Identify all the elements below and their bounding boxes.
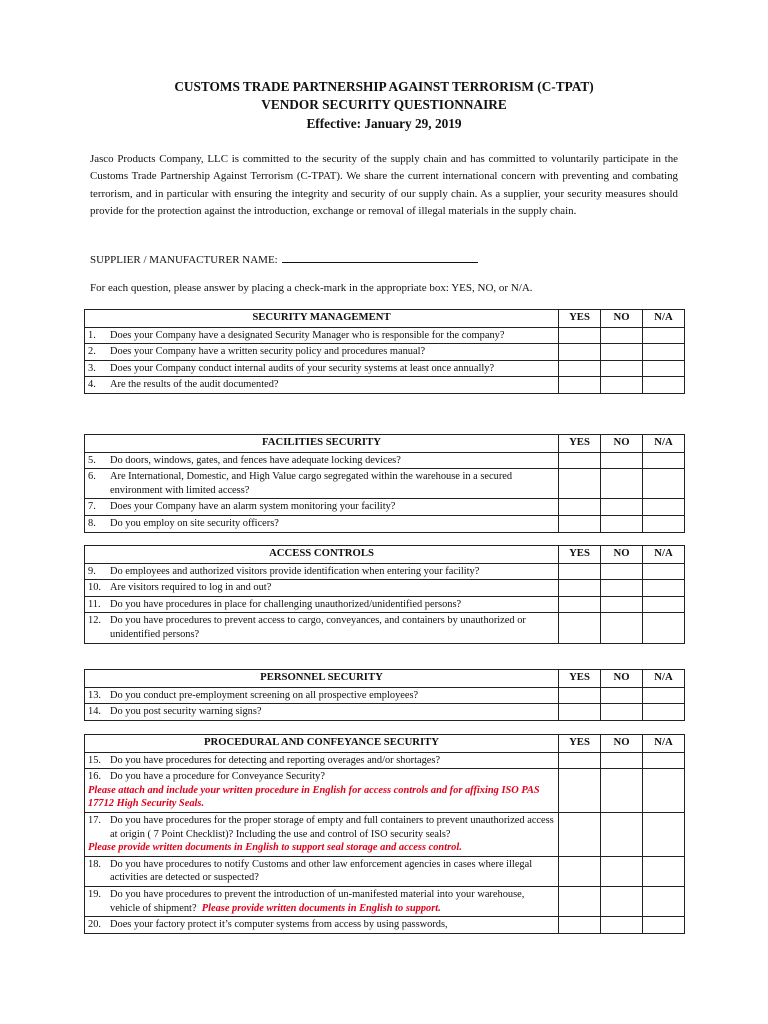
question-number: 5. <box>88 454 96 466</box>
table-row <box>85 752 685 769</box>
section-title: ACCESS CONTROLS <box>85 546 559 564</box>
question-cell <box>85 563 559 580</box>
table-row <box>85 580 685 597</box>
table-row <box>85 327 685 344</box>
question-text: Do you have procedures for detecting and reporting overages and/or shortages? <box>110 754 441 766</box>
table-row <box>85 769 685 813</box>
question-cell <box>85 515 559 532</box>
column-no: NO <box>601 546 643 564</box>
section-procedural-conveyance-security <box>84 734 685 934</box>
table-row <box>85 917 685 934</box>
column-no: NO <box>601 735 643 753</box>
question-cell <box>85 856 559 886</box>
section-title: PROCEDURAL AND CONFEYANCE SECURITY <box>85 735 559 753</box>
table-row <box>85 886 685 916</box>
question-text: Are International, Domestic, and High Value cargo segregated within the warehouse in a secured environment with limited access? <box>110 471 513 496</box>
yes-checkbox[interactable] <box>559 812 601 856</box>
question-cell <box>85 812 559 856</box>
table-row <box>85 687 685 704</box>
section-title: FACILITIES SECURITY <box>85 435 559 453</box>
na-checkbox[interactable] <box>643 917 685 934</box>
no-checkbox[interactable] <box>601 856 643 886</box>
question-text: Do you have procedures to prevent the introduction of un-manifested material into your warehouse, vehicle of shipment? <box>110 888 525 914</box>
section-header-row <box>85 670 685 688</box>
table-row <box>85 452 685 469</box>
column-na: N/A <box>643 546 685 564</box>
na-checkbox[interactable] <box>643 752 685 769</box>
no-checkbox[interactable] <box>601 596 643 613</box>
question-number: 4. <box>88 379 96 391</box>
document-title: CUSTOMS TRADE PARTNERSHIP AGAINST TERRORISM (C-TPAT) <box>174 79 594 94</box>
red-instruction-note: Please provide written documents in English to support seal storage and access control. <box>88 842 462 854</box>
document-subtitle: VENDOR SECURITY QUESTIONNAIRE <box>261 97 507 112</box>
na-checkbox[interactable] <box>643 596 685 613</box>
question-text: Are the results of the audit documented? <box>110 379 279 391</box>
yes-checkbox[interactable] <box>559 886 601 916</box>
table-row <box>85 515 685 532</box>
question-number: 11. <box>88 598 101 610</box>
section-header-row <box>85 435 685 453</box>
no-checkbox[interactable] <box>601 515 643 532</box>
yes-checkbox[interactable] <box>559 360 601 377</box>
section-access-controls <box>84 545 685 644</box>
instructions: For each question, please answer by placing a check-mark in the appropriate box: YES, NO, or N/A. <box>90 282 533 294</box>
question-text: Does your factory protect it’s computer systems from access by using passwords, <box>110 919 448 931</box>
na-checkbox[interactable] <box>643 704 685 721</box>
no-checkbox[interactable] <box>601 469 643 499</box>
no-checkbox[interactable] <box>601 917 643 934</box>
na-checkbox[interactable] <box>643 360 685 377</box>
column-no: NO <box>601 670 643 688</box>
no-checkbox[interactable] <box>601 886 643 916</box>
question-number: 8. <box>88 517 96 529</box>
question-number: 18. <box>88 858 101 870</box>
yes-checkbox[interactable] <box>559 469 601 499</box>
no-checkbox[interactable] <box>601 704 643 721</box>
question-body <box>110 770 555 784</box>
question-cell <box>85 613 559 643</box>
yes-checkbox[interactable] <box>559 344 601 361</box>
question-number: 19. <box>88 888 101 900</box>
no-checkbox[interactable] <box>601 769 643 813</box>
yes-checkbox[interactable] <box>559 563 601 580</box>
yes-checkbox[interactable] <box>559 499 601 516</box>
question-number: 1. <box>88 329 96 341</box>
column-yes: YES <box>559 546 601 564</box>
question-text: Do you have procedures in place for challenging unauthorized/unidentified persons? <box>110 598 462 610</box>
yes-checkbox[interactable] <box>559 687 601 704</box>
na-checkbox[interactable] <box>643 769 685 813</box>
na-checkbox[interactable] <box>643 327 685 344</box>
no-checkbox[interactable] <box>601 327 643 344</box>
question-text: Do you post security warning signs? <box>110 706 262 718</box>
yes-checkbox[interactable] <box>559 856 601 886</box>
supplier-name-field[interactable] <box>282 251 478 263</box>
na-checkbox[interactable] <box>643 812 685 856</box>
question-text: Does your Company have an alarm system monitoring your facility? <box>110 501 396 513</box>
column-yes: YES <box>559 670 601 688</box>
yes-checkbox[interactable] <box>559 917 601 934</box>
section-header-row <box>85 310 685 328</box>
no-checkbox[interactable] <box>601 360 643 377</box>
yes-checkbox[interactable] <box>559 596 601 613</box>
question-number: 10. <box>88 582 101 594</box>
na-checkbox[interactable] <box>643 452 685 469</box>
na-checkbox[interactable] <box>643 499 685 516</box>
table-row <box>85 360 685 377</box>
column-no: NO <box>601 435 643 453</box>
yes-checkbox[interactable] <box>559 377 601 394</box>
effective-date: Effective: January 29, 2019 <box>306 116 462 131</box>
question-text: Do you have a procedure for Conveyance Security? <box>110 771 325 783</box>
question-text: Are visitors required to log in and out? <box>110 582 272 594</box>
supplier-name-label: SUPPLIER / MANUFACTURER NAME: <box>90 254 278 266</box>
question-number: 13. <box>88 689 101 701</box>
question-number: 15. <box>88 754 101 766</box>
question-cell <box>85 469 559 499</box>
question-number: 17. <box>88 814 101 826</box>
section-security-management <box>84 309 685 394</box>
red-instruction-note: Please attach and include your written procedure in English for access controls and for affixing ISO PAS 17712 High Security Seals. <box>88 784 540 810</box>
section-title: SECURITY MANAGEMENT <box>85 310 559 328</box>
table-row <box>85 704 685 721</box>
column-na: N/A <box>643 735 685 753</box>
no-checkbox[interactable] <box>601 752 643 769</box>
column-yes: YES <box>559 735 601 753</box>
question-cell <box>85 752 559 769</box>
table-row <box>85 377 685 394</box>
question-number: 6. <box>88 471 96 483</box>
table-row <box>85 499 685 516</box>
yes-checkbox[interactable] <box>559 452 601 469</box>
column-na: N/A <box>643 435 685 453</box>
no-checkbox[interactable] <box>601 499 643 516</box>
table-row <box>85 563 685 580</box>
no-checkbox[interactable] <box>601 687 643 704</box>
na-checkbox[interactable] <box>643 515 685 532</box>
question-body <box>110 888 555 915</box>
column-no: NO <box>601 310 643 328</box>
question-cell <box>85 769 559 813</box>
section-header-row <box>85 546 685 564</box>
question-number: 2. <box>88 346 96 358</box>
question-cell <box>85 704 559 721</box>
na-checkbox[interactable] <box>643 687 685 704</box>
na-checkbox[interactable] <box>643 377 685 394</box>
question-cell <box>85 499 559 516</box>
na-checkbox[interactable] <box>643 580 685 597</box>
column-na: N/A <box>643 670 685 688</box>
question-text: Do you have procedures for the proper storage of empty and full containers to prevent unauthorized access at origin ( 7 Point Checklist)? Including the use and control of ISO security seals? <box>110 814 554 840</box>
question-number: 7. <box>88 501 96 513</box>
question-text: Does your Company conduct internal audits of your security systems at least once annually? <box>110 362 495 374</box>
question-number: 14. <box>88 706 101 718</box>
question-text: Do doors, windows, gates, and fences have adequate locking devices? <box>110 454 401 466</box>
supplier-name-row <box>90 251 478 266</box>
na-checkbox[interactable] <box>643 344 685 361</box>
yes-checkbox[interactable] <box>559 704 601 721</box>
no-checkbox[interactable] <box>601 812 643 856</box>
question-cell <box>85 360 559 377</box>
na-checkbox[interactable] <box>643 469 685 499</box>
question-cell <box>85 580 559 597</box>
table-row <box>85 856 685 886</box>
question-number: 16. <box>88 771 101 783</box>
no-checkbox[interactable] <box>601 563 643 580</box>
yes-checkbox[interactable] <box>559 515 601 532</box>
yes-checkbox[interactable] <box>559 580 601 597</box>
column-na: N/A <box>643 310 685 328</box>
yes-checkbox[interactable] <box>559 769 601 813</box>
question-cell <box>85 596 559 613</box>
section-header-row <box>85 735 685 753</box>
question-text: Do you have procedures to notify Customs and other law enforcement agencies in cases where illegal activities are detected or suspected? <box>110 858 533 884</box>
no-checkbox[interactable] <box>601 452 643 469</box>
yes-checkbox[interactable] <box>559 613 601 643</box>
question-cell <box>85 327 559 344</box>
question-number: 3. <box>88 362 96 374</box>
question-text: Do you employ on site security officers? <box>110 517 279 529</box>
no-checkbox[interactable] <box>601 377 643 394</box>
column-yes: YES <box>559 310 601 328</box>
question-text: Do you conduct pre-employment screening on all prospective employees? <box>110 689 419 701</box>
question-cell <box>85 377 559 394</box>
question-number: 20. <box>88 919 101 931</box>
question-text: Does your Company have a designated Security Manager who is responsible for the company? <box>110 329 505 341</box>
question-cell <box>85 344 559 361</box>
section-title: PERSONNEL SECURITY <box>85 670 559 688</box>
no-checkbox[interactable] <box>601 344 643 361</box>
question-cell <box>85 917 559 934</box>
table-row <box>85 344 685 361</box>
intro-paragraph: Jasco Products Company, LLC is committed to the security of the supply chain and has committed to voluntarily participate in the Customs Trade Partnership Against Terrorism (C-TPAT). We share the current international concern with preventing and combating terrorism, and in particular with ensuring the integrity and security of our supply chain. As a supplier, your security measures should provide for the protection against the introduction, exchange or removal of illegal materials in the supply chain. <box>90 153 678 217</box>
na-checkbox[interactable] <box>643 856 685 886</box>
no-checkbox[interactable] <box>601 580 643 597</box>
table-row <box>85 812 685 856</box>
question-number: 9. <box>88 565 96 577</box>
table-row <box>85 613 685 643</box>
red-instruction-note: Please provide written documents in English to support. <box>201 902 441 914</box>
na-checkbox[interactable] <box>643 563 685 580</box>
question-number: 12. <box>88 615 101 627</box>
column-yes: YES <box>559 435 601 453</box>
yes-checkbox[interactable] <box>559 327 601 344</box>
question-text: Does your Company have a written security policy and procedures manual? <box>110 346 426 358</box>
section-facilities-security <box>84 434 685 533</box>
na-checkbox[interactable] <box>643 613 685 643</box>
question-cell <box>85 886 559 916</box>
section-personnel-security <box>84 669 685 721</box>
no-checkbox[interactable] <box>601 613 643 643</box>
question-cell <box>85 687 559 704</box>
question-cell <box>85 452 559 469</box>
yes-checkbox[interactable] <box>559 752 601 769</box>
question-text: Do you have procedures to prevent access to cargo, conveyances, and containers by unauthorized or unidentified persons? <box>110 615 526 640</box>
question-text: Do employees and authorized visitors provide identification when entering your facility? <box>110 565 480 577</box>
na-checkbox[interactable] <box>643 886 685 916</box>
table-row <box>85 596 685 613</box>
table-row <box>85 469 685 499</box>
